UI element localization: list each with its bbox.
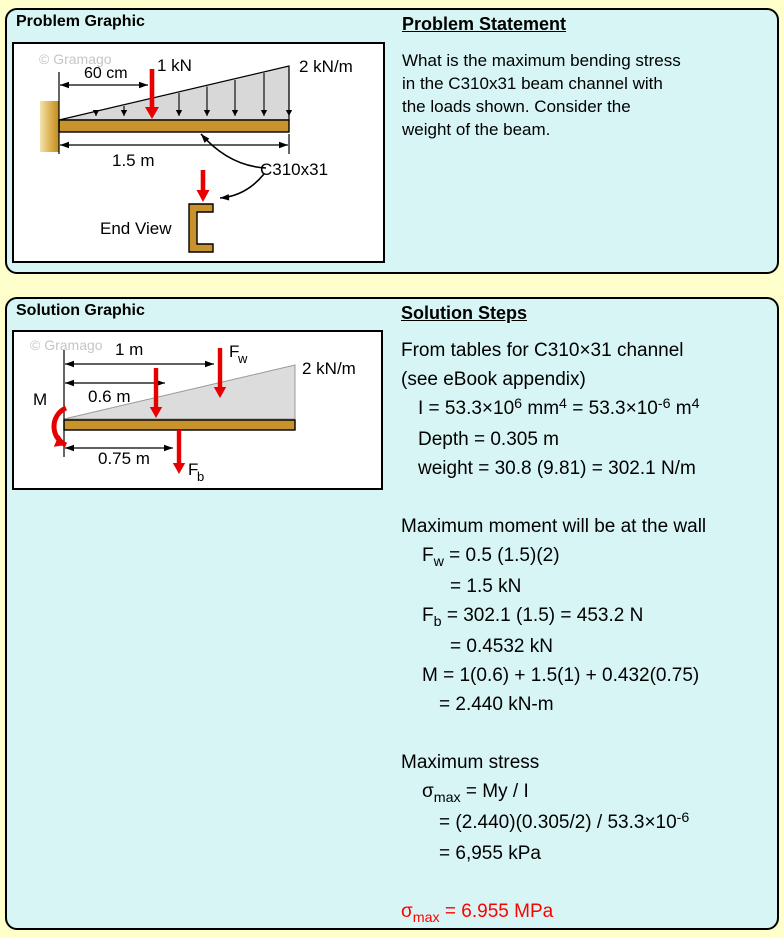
text-line: Maximum moment will be at the wall (401, 516, 707, 537)
fb-label-sub: b (197, 469, 205, 484)
text-line: What is the maximum bending stress (402, 51, 681, 70)
watermark: © Gramago (39, 51, 112, 67)
dist-load-label: 2 kN/m (302, 359, 356, 378)
text-line: M = 1(0.6) + 1.5(1) + 0.432(0.75) (422, 665, 700, 686)
text-line: $\sigma_{max} = My / I$ (422, 781, 529, 806)
end-view-label: End View (100, 219, 172, 238)
problem-graphic-title: Problem Graphic (16, 13, 145, 30)
dim-15m-label: 1.5 m (112, 151, 155, 170)
text-line: $F_b = 302.1$ (1.5) = 453.2 N (422, 605, 644, 630)
text-line: = $(2.440)(0.305/2) / 53.3\times 10^{-6}$ (439, 810, 690, 833)
problem-statement-title: Problem Statement (402, 14, 567, 34)
problem-diagram-svg (14, 44, 383, 261)
text-line: weight = 30.8 (9.81) = 302.1 N/m (418, 458, 696, 479)
text-line (401, 483, 706, 512)
wall-support (40, 101, 59, 152)
beam (64, 420, 295, 430)
dim-06m-label: 0.6 m (88, 387, 131, 406)
callout-arrow-channel (220, 174, 264, 198)
text-line: (see eBook appendix) (401, 369, 586, 390)
moment-label: M (33, 390, 48, 409)
text-line: = 1.5 kN (450, 576, 522, 597)
text-line: weight of the beam. (402, 120, 551, 139)
dim-1m-label: 1 m (115, 340, 144, 359)
fb-arrowhead (173, 463, 185, 474)
dim-60cm-label: 60 cm (84, 65, 128, 82)
text-line: $\sigma_{max} = 6.955$ MPa (401, 901, 554, 926)
dist-load-label: 2 kN/m (299, 57, 353, 76)
solution-steps-text (401, 336, 706, 928)
solution-steps-title: Solution Steps (401, 303, 527, 323)
text-line: = 6,955 kPa (439, 843, 541, 864)
text-line: the loads shown. Consider the (402, 97, 631, 116)
text-line: $I = 53.3\times 10^6$ $mm^4 = 53.3\times 10^{-6}$ $m^4$ (418, 396, 700, 419)
fw-label-sub: w (238, 351, 248, 366)
text-line (401, 868, 706, 897)
beam (59, 120, 289, 132)
solution-diagram-svg (14, 332, 381, 488)
point-load-label: 1 kN (157, 56, 192, 75)
text-line: = 2.440 kN-m (439, 694, 554, 715)
fb-label: F (188, 460, 199, 479)
text-line: Maximum stress (401, 752, 540, 773)
problem-diagram (12, 42, 385, 263)
watermark: © Gramago (30, 337, 103, 353)
text-line: $F_w = 0.5$ (1.5)(2) (422, 545, 560, 570)
fw-label: F (229, 342, 240, 361)
end-view-load-arrowhead (197, 190, 210, 202)
dim-075m-label: 0.75 m (98, 449, 150, 468)
solution-graphic-title: Solution Graphic (16, 302, 145, 319)
channel-end-view (189, 204, 213, 252)
text-line: Depth = 0.305 m (418, 429, 560, 450)
text-line: From tables for C310×31 channel (401, 340, 684, 361)
problem-statement-text (402, 49, 681, 141)
text-line (401, 719, 706, 748)
callout-arrow-beam (201, 134, 266, 168)
channel-label: C310x31 (260, 160, 329, 179)
solution-diagram (12, 330, 383, 490)
text-line: = 0.4532 kN (450, 636, 553, 657)
text-line: in the C310x31 beam channel with (402, 74, 663, 93)
